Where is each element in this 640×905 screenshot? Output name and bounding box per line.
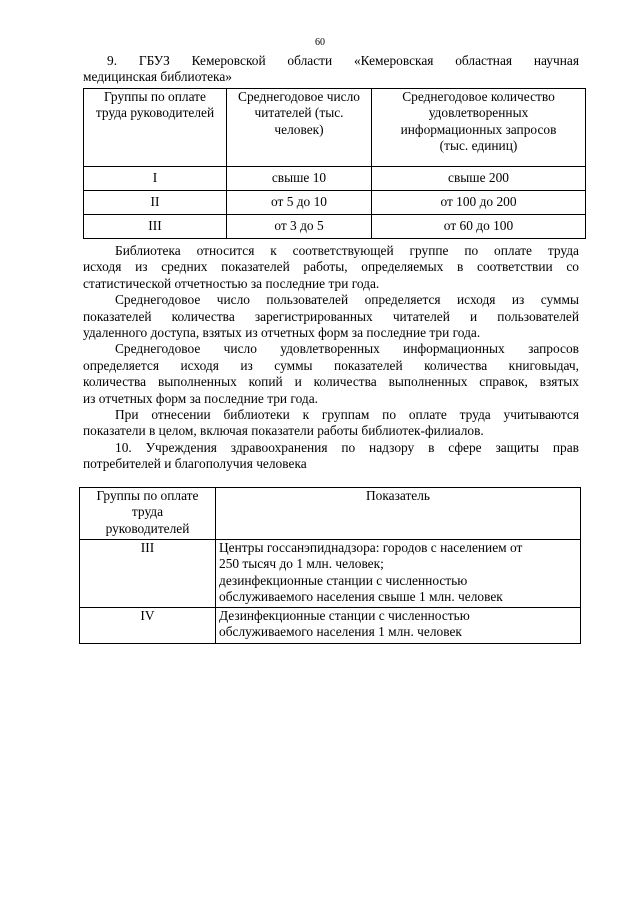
header-text: (тыс. единиц) (439, 138, 518, 154)
page-number: 60 (315, 37, 325, 48)
indicator-cell (216, 540, 581, 608)
header-groups (80, 488, 216, 540)
paragraph-line: показатели в целом, включая показатели работы библиотек-филиалов. (83, 423, 484, 439)
group-cell: III (80, 540, 216, 608)
header-text: Группы по оплате (96, 488, 199, 503)
requests-cell: от 100 до 200 (372, 191, 586, 215)
requests-cell: от 60 до 100 (372, 215, 586, 239)
indicator-cell (216, 608, 581, 644)
paragraph (83, 292, 579, 341)
table-row (84, 215, 586, 239)
header-readers (227, 89, 372, 167)
section9-heading (83, 53, 579, 86)
table-row (80, 608, 581, 644)
indicator-line: 250 тысяч до 1 млн. человек; (219, 556, 384, 572)
indicator-line: Центры госсанэпиднадзора: городов с населением от (219, 540, 523, 555)
header-text: труда (131, 504, 164, 520)
group-cell: I (84, 167, 227, 191)
indicator-line: дезинфекционные станции с численностью (219, 572, 468, 588)
paragraph (83, 341, 579, 407)
header-text: Среднегодовое количество (402, 89, 555, 104)
indicator-line: обслуживаемого населения свыше 1 млн. человек (219, 589, 503, 605)
paragraph-line: При отнесении библиотеки к группам по оплате труда учитываются (115, 407, 579, 423)
paragraph-line: показателей количества зарегистрированных читателей и пользователей (83, 308, 579, 324)
header-text: Среднегодовое число (238, 89, 360, 104)
header-requests (372, 89, 586, 167)
section9-heading-line1: 9. ГБУЗ Кемеровской области «Кемеровская областная научная (107, 53, 579, 68)
paragraph-line: Среднегодовое число удовлетворенных информационных запросов (115, 341, 579, 357)
table-header-row (84, 89, 586, 167)
readers-cell: от 5 до 10 (227, 191, 372, 215)
group-cell: IV (80, 608, 216, 644)
header-text: читателей (тыс. (254, 105, 344, 121)
paragraph-line: Среднегодовое число пользователей определяется исходя из суммы (115, 292, 579, 308)
header-indicator (216, 488, 581, 540)
header-text: удовлетворенных (428, 105, 529, 121)
header-text: труда руководителей (95, 105, 215, 121)
sanitary-groups-table (79, 487, 581, 644)
table-row (84, 167, 586, 191)
table-header-row (80, 488, 581, 540)
paragraph-line: исходя из средних показателей работы, определяемых в соответствии со (83, 259, 579, 275)
section9-body (83, 243, 579, 473)
indicator-line: обслуживаемого населения 1 млн. человек (219, 624, 462, 640)
group-cell: III (84, 215, 227, 239)
group-cell: II (84, 191, 227, 215)
section10-heading-line1: 10. Учреждения здравоохранения по надзору в сфере защиты прав (115, 439, 579, 455)
library-groups-table (83, 88, 586, 239)
paragraph-line: статистической отчетностью за последние три года. (83, 275, 380, 291)
header-text: Показатель (365, 488, 431, 503)
header-text: человек) (274, 121, 324, 137)
indicator-line: Дезинфекционные станции с численностью (219, 608, 470, 623)
paragraph-line: количества выполненных копий и количества выполненных справок, взятых (83, 374, 579, 390)
paragraph-line: из отчетных форм за последние три года. (83, 390, 318, 406)
section10-heading-line2: потребителей и благополучия человека (83, 456, 307, 472)
section9-heading-line2: медицинская библиотека» (83, 69, 232, 85)
header-groups (84, 89, 227, 167)
requests-cell: свыше 200 (372, 167, 586, 191)
paragraph-line: удаленного доступа, взятых из отчетных форм за последние три года. (83, 325, 481, 341)
paragraph (83, 243, 579, 292)
paragraph-line: Библиотека относится к соответствующей группе по оплате труда (115, 243, 579, 258)
header-text: руководителей (105, 520, 190, 536)
paragraph-line: определяется исходя из суммы показателей количества книговыдач, (83, 357, 579, 373)
section10-heading (83, 440, 579, 473)
table-row (80, 540, 581, 608)
paragraph (83, 407, 579, 440)
header-text: информационных запросов (400, 121, 557, 137)
readers-cell: свыше 10 (227, 167, 372, 191)
readers-cell: от 3 до 5 (227, 215, 372, 239)
table-row (84, 191, 586, 215)
header-text: Группы по оплате (104, 89, 206, 104)
